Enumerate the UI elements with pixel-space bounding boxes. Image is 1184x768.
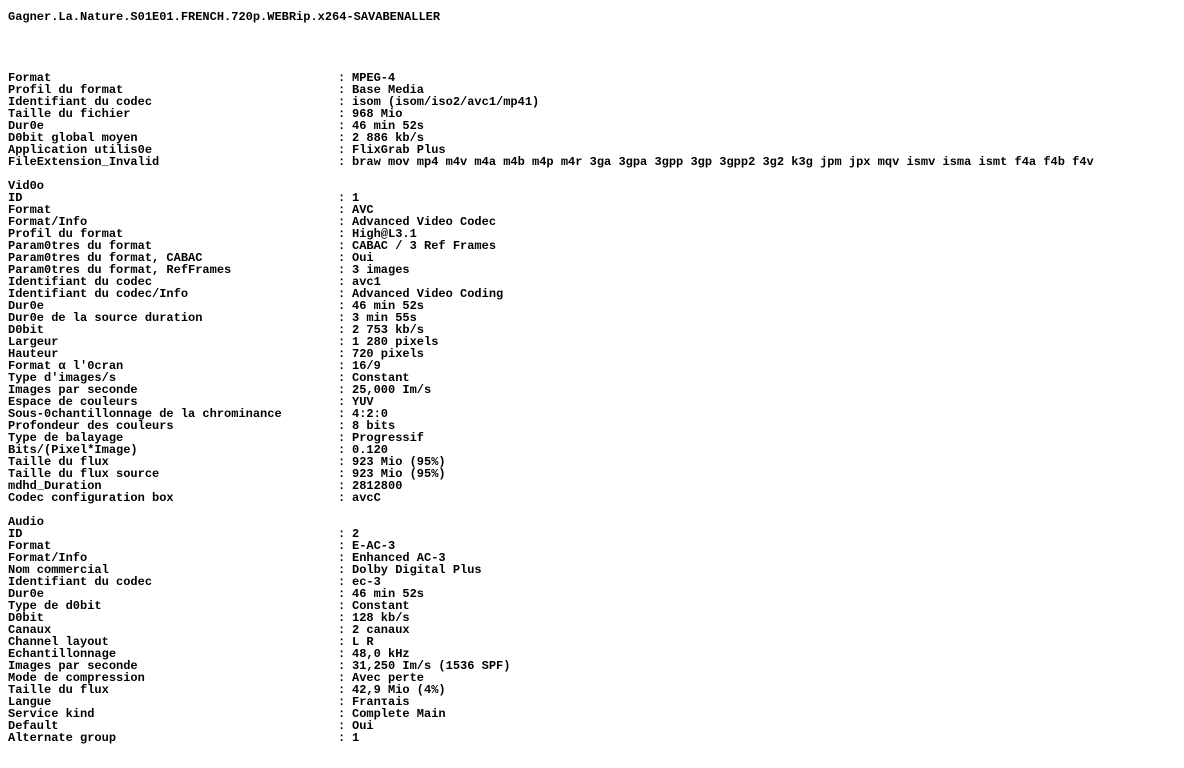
- info-separator: :: [338, 384, 346, 396]
- info-separator: :: [338, 192, 346, 204]
- info-row: [8, 564, 1184, 576]
- info-value: 31,250 Im/s (1536 SPF): [352, 660, 511, 672]
- info-label: Images par seconde: [8, 660, 138, 672]
- info-separator: :: [338, 684, 346, 696]
- info-label: Profondeur des couleurs: [8, 420, 174, 432]
- info-label: mdhd_Duration: [8, 480, 102, 492]
- info-value: 3 images: [352, 264, 410, 276]
- info-label: Canaux: [8, 624, 52, 636]
- info-separator: :: [338, 648, 346, 660]
- info-label: Hauteur: [8, 348, 59, 360]
- info-row: [8, 492, 1184, 504]
- info-label: Type de balayage: [8, 432, 124, 444]
- info-value: Enhanced AC-3: [352, 552, 446, 564]
- info-row: [8, 132, 1184, 144]
- info-label: Taille du flux: [8, 456, 109, 468]
- info-label: Default: [8, 720, 59, 732]
- info-separator: :: [338, 528, 346, 540]
- info-value: MPEG-4: [352, 72, 396, 84]
- info-row: [8, 312, 1184, 324]
- info-value: 1: [352, 732, 360, 744]
- info-separator: :: [338, 564, 346, 576]
- info-label: ID: [8, 528, 23, 540]
- info-separator: :: [338, 720, 346, 732]
- info-value: 128 kb/s: [352, 612, 410, 624]
- info-row: [8, 96, 1184, 108]
- info-separator: :: [338, 672, 346, 684]
- section-general: [8, 72, 1184, 168]
- info-separator: :: [338, 120, 346, 132]
- info-label: Identifiant du codec: [8, 576, 153, 588]
- info-row: [8, 624, 1184, 636]
- info-row: [8, 396, 1184, 408]
- info-label: Format/Info: [8, 216, 88, 228]
- info-value: 1 280 pixels: [352, 336, 439, 348]
- info-label: Espace de couleurs: [8, 396, 138, 408]
- info-separator: :: [338, 636, 346, 648]
- info-separator: :: [338, 456, 346, 468]
- info-value: Oui: [352, 252, 374, 264]
- info-row: [8, 348, 1184, 360]
- info-value: 2812800: [352, 480, 403, 492]
- info-value: ec-3: [352, 576, 381, 588]
- info-separator: :: [338, 360, 346, 372]
- info-label: Taille du flux source: [8, 468, 160, 480]
- info-row: [8, 708, 1184, 720]
- info-row: [8, 288, 1184, 300]
- info-value: Dolby Digital Plus: [352, 564, 482, 576]
- info-separator: :: [338, 552, 346, 564]
- info-row: [8, 660, 1184, 672]
- info-separator: :: [338, 336, 346, 348]
- info-separator: :: [338, 108, 346, 120]
- info-row: [8, 216, 1184, 228]
- info-separator: :: [338, 492, 346, 504]
- info-label: Channel layout: [8, 636, 109, 648]
- info-separator: :: [338, 612, 346, 624]
- info-row: [8, 540, 1184, 552]
- info-row: [8, 696, 1184, 708]
- info-label: Sous-0chantillonnage de la chrominance: [8, 408, 282, 420]
- info-row: [8, 528, 1184, 540]
- info-label: Profil du format: [8, 228, 124, 240]
- info-label: Param0tres du format: [8, 240, 153, 252]
- info-separator: :: [338, 696, 346, 708]
- info-separator: :: [338, 156, 346, 168]
- info-row: [8, 192, 1184, 204]
- info-label: Format: [8, 72, 52, 84]
- info-label: Mode de compression: [8, 672, 145, 684]
- info-value: 968 Mio: [352, 108, 403, 120]
- info-separator: :: [338, 288, 346, 300]
- info-value: isom (isom/iso2/avc1/mp41): [352, 96, 540, 108]
- info-separator: :: [338, 468, 346, 480]
- info-label: Taille du fichier: [8, 108, 131, 120]
- info-row: [8, 372, 1184, 384]
- info-value: 46 min 52s: [352, 120, 425, 132]
- info-row: [8, 420, 1184, 432]
- info-separator: :: [338, 432, 346, 444]
- info-value: 46 min 52s: [352, 588, 425, 600]
- info-value: 3 min 55s: [352, 312, 417, 324]
- info-row: [8, 84, 1184, 96]
- info-row: [8, 552, 1184, 564]
- info-separator: :: [338, 132, 346, 144]
- info-row: [8, 252, 1184, 264]
- info-label: Taille du flux: [8, 684, 109, 696]
- info-label: Profil du format: [8, 84, 124, 96]
- info-separator: :: [338, 276, 346, 288]
- info-label: Format: [8, 540, 52, 552]
- info-row: [8, 636, 1184, 648]
- info-value: 25,000 Im/s: [352, 384, 432, 396]
- info-row: [8, 720, 1184, 732]
- info-value: braw mov mp4 m4v m4a m4b m4p m4r 3ga 3gpa 3gpp 3gp 3gpp2 3g2 k3g jpm jpx mqv ismv isma ismt f4a f4b f4v: [352, 156, 1094, 168]
- info-row: [8, 432, 1184, 444]
- info-separator: :: [338, 144, 346, 156]
- media-info-report: [8, 72, 1184, 756]
- info-separator: :: [338, 216, 346, 228]
- info-separator: :: [338, 252, 346, 264]
- info-label: FileExtension_Invalid: [8, 156, 160, 168]
- info-separator: :: [338, 408, 346, 420]
- info-value: 0.120: [352, 444, 389, 456]
- info-value: AVC: [352, 204, 374, 216]
- info-row: [8, 300, 1184, 312]
- info-separator: :: [338, 540, 346, 552]
- info-separator: :: [338, 624, 346, 636]
- info-row: [8, 108, 1184, 120]
- info-separator: :: [338, 324, 346, 336]
- info-separator: :: [338, 84, 346, 96]
- info-value: 2 canaux: [352, 624, 410, 636]
- info-label: Dur0e: [8, 300, 45, 312]
- info-value: Constant: [352, 372, 410, 384]
- info-label: Param0tres du format, RefFrames: [8, 264, 232, 276]
- info-value: 4:2:0: [352, 408, 389, 420]
- info-separator: :: [338, 576, 346, 588]
- info-row: [8, 276, 1184, 288]
- info-value: Advanced Video Coding: [352, 288, 504, 300]
- info-row: [8, 672, 1184, 684]
- info-row: [8, 144, 1184, 156]
- info-label: Type d'images/s: [8, 372, 117, 384]
- info-row: [8, 228, 1184, 240]
- info-row: [8, 264, 1184, 276]
- info-label: Service kind: [8, 708, 95, 720]
- info-row: [8, 240, 1184, 252]
- info-value: Progressif: [352, 432, 425, 444]
- info-label: Dur0e: [8, 120, 45, 132]
- info-label: Param0tres du format, CABAC: [8, 252, 203, 264]
- info-separator: :: [338, 588, 346, 600]
- info-separator: :: [338, 348, 346, 360]
- info-value: 2 886 kb/s: [352, 132, 425, 144]
- info-label: Bits/(Pixel*Image): [8, 444, 138, 456]
- info-separator: :: [338, 300, 346, 312]
- info-value: avcC: [352, 492, 381, 504]
- info-row: [8, 468, 1184, 480]
- info-label: ID: [8, 192, 23, 204]
- info-row: [8, 120, 1184, 132]
- info-separator: :: [338, 96, 346, 108]
- info-value: avc1: [352, 276, 381, 288]
- info-row: [8, 600, 1184, 612]
- info-separator: :: [338, 660, 346, 672]
- info-label: Format/Info: [8, 552, 88, 564]
- info-label: Dur0e: [8, 588, 45, 600]
- info-value: 720 pixels: [352, 348, 425, 360]
- info-value: 1: [352, 192, 360, 204]
- info-value: CABAC / 3 Ref Frames: [352, 240, 497, 252]
- info-separator: :: [338, 372, 346, 384]
- info-value: Base Media: [352, 84, 425, 96]
- info-label: Identifiant du codec/Info: [8, 288, 189, 300]
- info-row: [8, 480, 1184, 492]
- info-label: Alternate group: [8, 732, 117, 744]
- info-value: FlixGrab Plus: [352, 144, 446, 156]
- info-value: 42,9 Mio (4%): [352, 684, 446, 696]
- info-label: Largeur: [8, 336, 59, 348]
- info-row: [8, 576, 1184, 588]
- info-value: Avec perte: [352, 672, 425, 684]
- info-label: Nom commercial: [8, 564, 109, 576]
- file-name-title: Gagner.La.Nature.S01E01.FRENCH.720p.WEBRip.x264-SAVABENALLER: [8, 10, 441, 24]
- info-value: 48,0 kHz: [352, 648, 410, 660]
- info-value: L R: [352, 636, 374, 648]
- info-separator: :: [338, 396, 346, 408]
- info-value: 923 Mio (95%): [352, 456, 446, 468]
- info-label: Format α l'0cran: [8, 360, 124, 372]
- info-separator: :: [338, 732, 346, 744]
- info-label: D0bit global moyen: [8, 132, 138, 144]
- info-label: D0bit: [8, 612, 45, 624]
- info-label: Format: [8, 204, 52, 216]
- info-label: Dur0e de la source duration: [8, 312, 203, 324]
- info-label: Application utilis0e: [8, 144, 153, 156]
- info-separator: :: [338, 420, 346, 432]
- info-separator: :: [338, 480, 346, 492]
- info-value: 8 bits: [352, 420, 396, 432]
- info-separator: :: [338, 72, 346, 84]
- info-value: Advanced Video Codec: [352, 216, 497, 228]
- info-value: 16/9: [352, 360, 381, 372]
- info-value: Constant: [352, 600, 410, 612]
- section-vid0o: [8, 180, 1184, 504]
- info-label: Identifiant du codec: [8, 276, 153, 288]
- info-value: E-AC-3: [352, 540, 396, 552]
- info-separator: :: [338, 444, 346, 456]
- info-row: [8, 408, 1184, 420]
- info-value: High@L3.1: [352, 228, 417, 240]
- info-separator: :: [338, 228, 346, 240]
- section-heading: Vid0o: [8, 180, 45, 192]
- info-separator: :: [338, 264, 346, 276]
- info-row: [8, 456, 1184, 468]
- info-separator: :: [338, 240, 346, 252]
- info-row: [8, 324, 1184, 336]
- info-label: Images par seconde: [8, 384, 138, 396]
- info-row: [8, 732, 1184, 744]
- section-audio: [8, 516, 1184, 744]
- info-row: [8, 72, 1184, 84]
- info-separator: :: [338, 204, 346, 216]
- info-label: Langue: [8, 696, 52, 708]
- info-row: [8, 612, 1184, 624]
- info-value: Complete Main: [352, 708, 446, 720]
- section-heading: Audio: [8, 516, 45, 528]
- info-value: 46 min 52s: [352, 300, 425, 312]
- info-separator: :: [338, 708, 346, 720]
- info-separator: :: [338, 312, 346, 324]
- info-value: 923 Mio (95%): [352, 468, 446, 480]
- info-row: [8, 156, 1184, 168]
- info-label: Echantillonnage: [8, 648, 117, 660]
- info-separator: :: [338, 600, 346, 612]
- info-row: [8, 384, 1184, 396]
- info-row: [8, 648, 1184, 660]
- info-value: YUV: [352, 396, 374, 408]
- info-label: Identifiant du codec: [8, 96, 153, 108]
- info-value: 2: [352, 528, 360, 540]
- info-label: Codec configuration box: [8, 492, 174, 504]
- info-value: Oui: [352, 720, 374, 732]
- info-row: [8, 336, 1184, 348]
- info-row: [8, 204, 1184, 216]
- info-value: 2 753 kb/s: [352, 324, 425, 336]
- info-value: Franτais: [352, 696, 410, 708]
- info-label: D0bit: [8, 324, 45, 336]
- info-row: [8, 360, 1184, 372]
- info-row: [8, 444, 1184, 456]
- info-label: Type de d0bit: [8, 600, 102, 612]
- info-row: [8, 684, 1184, 696]
- info-row: [8, 588, 1184, 600]
